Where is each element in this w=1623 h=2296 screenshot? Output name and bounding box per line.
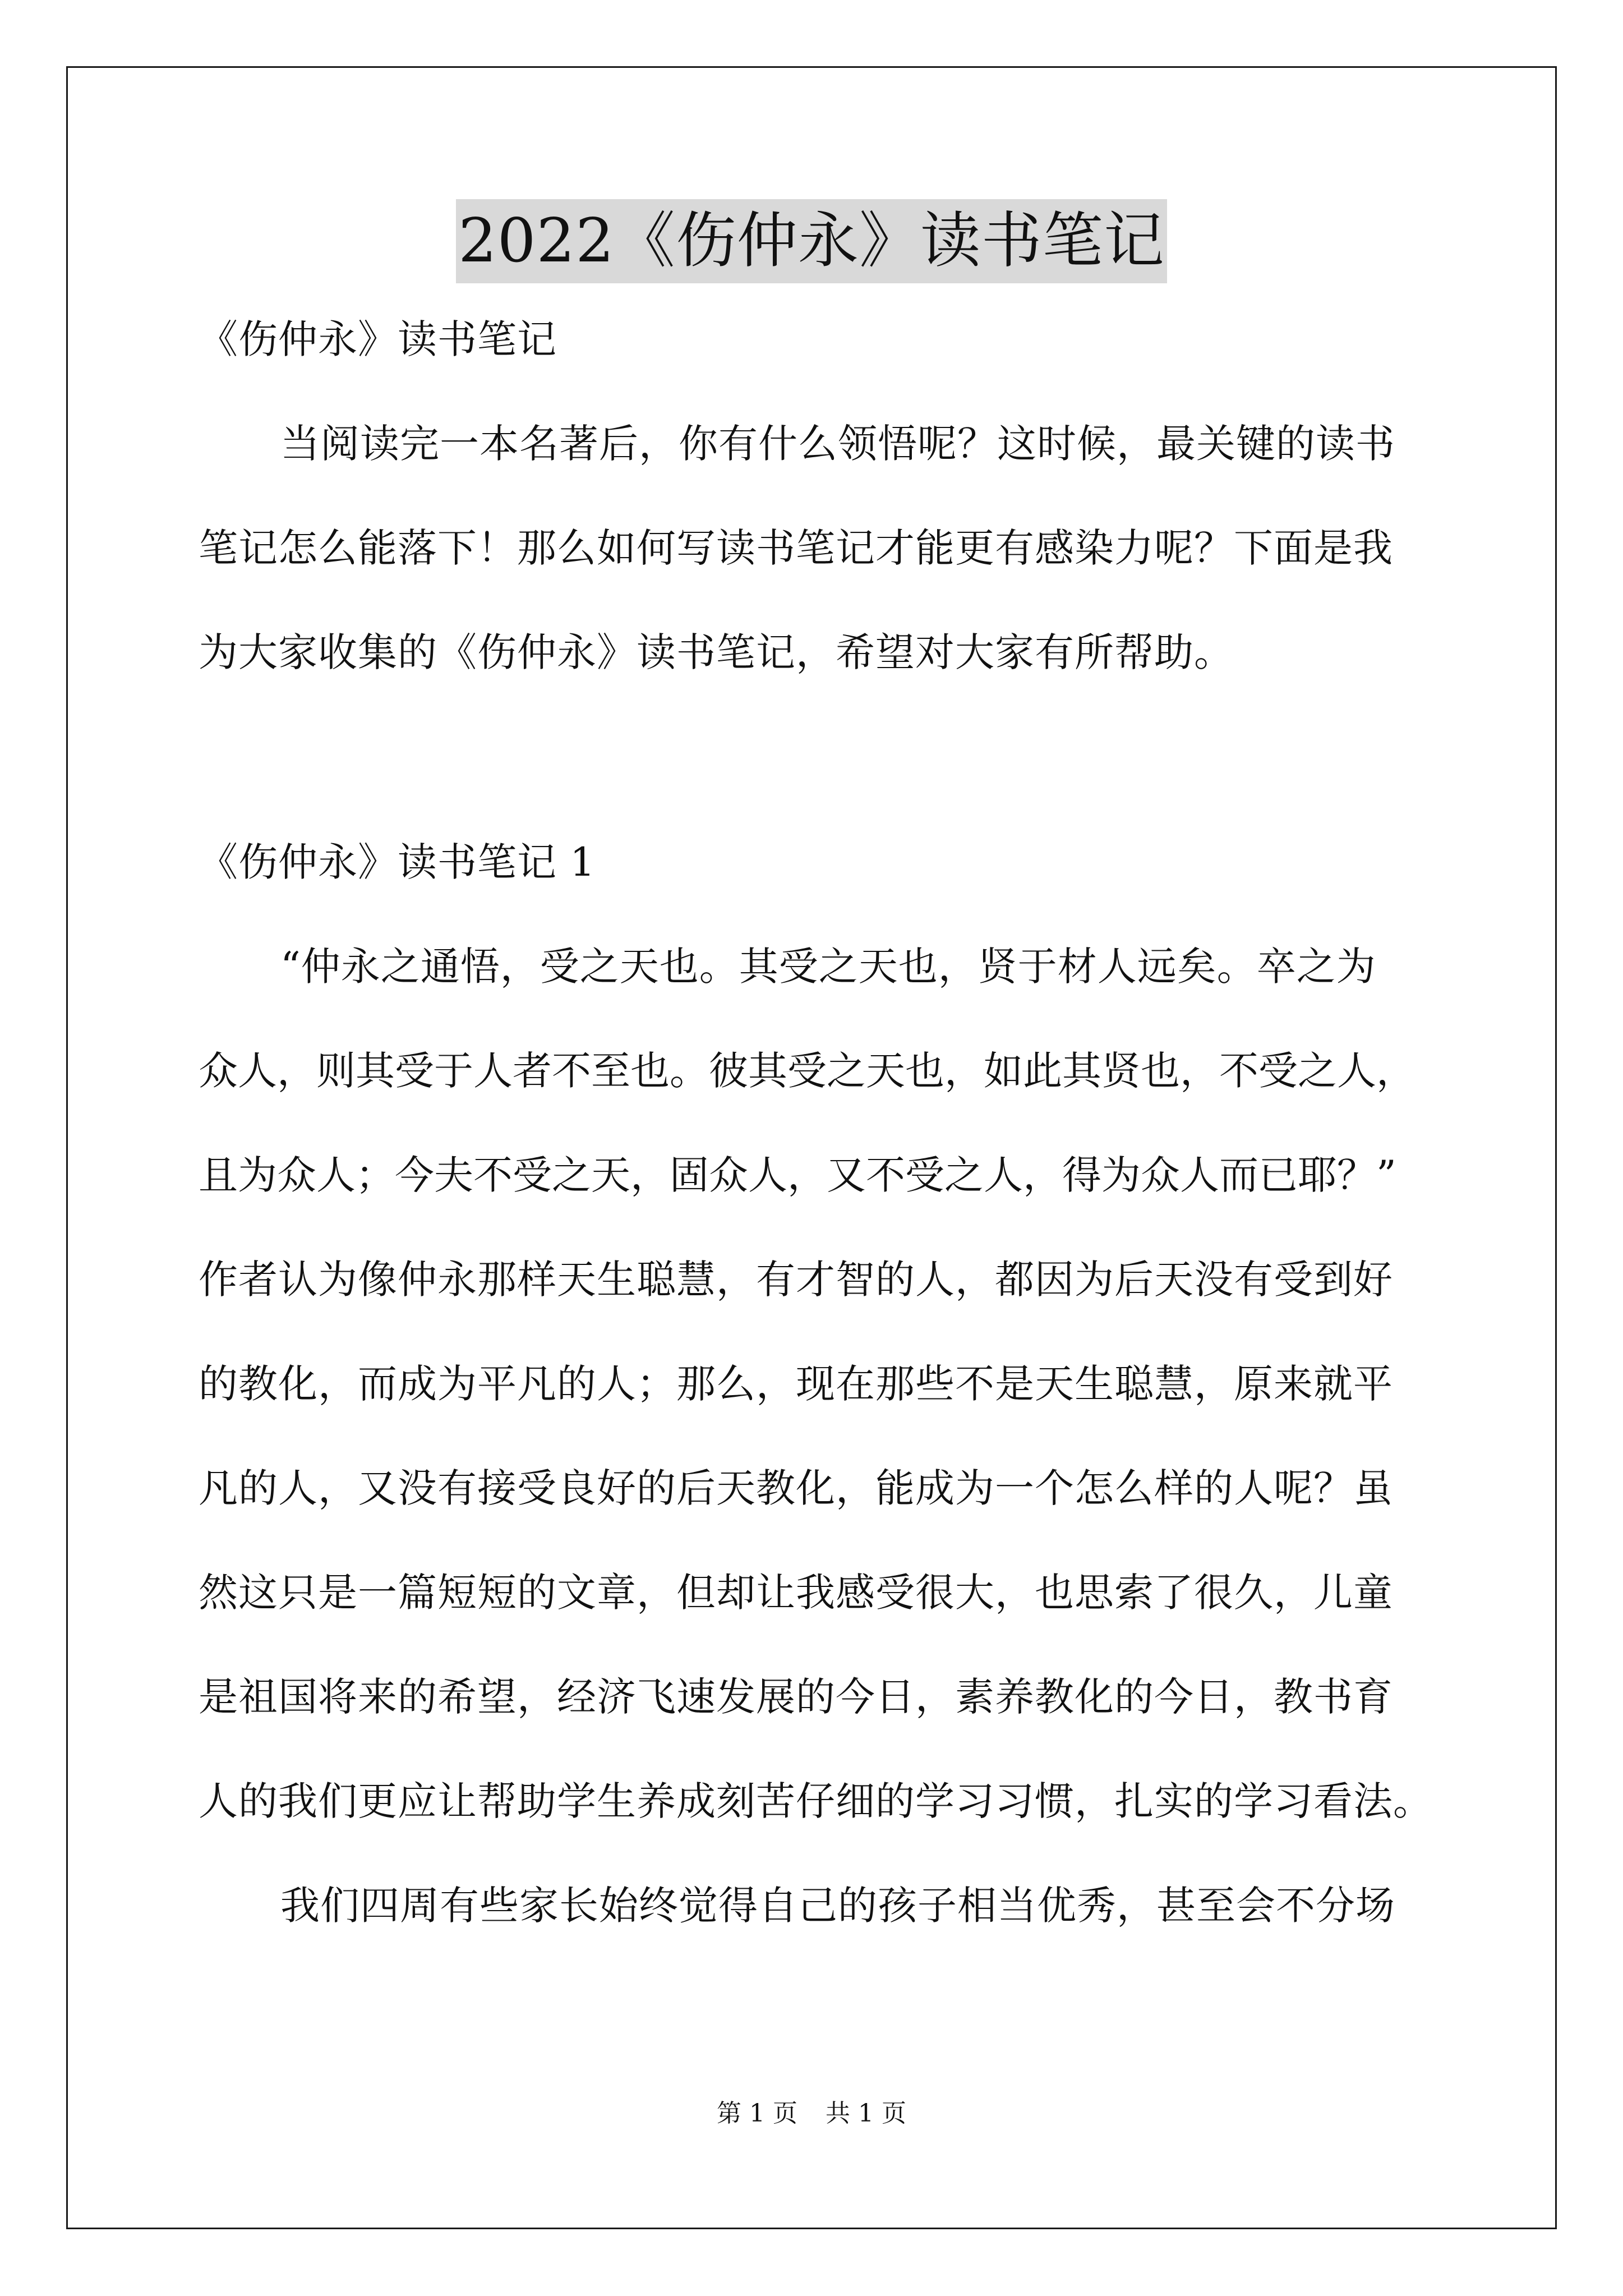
title-container <box>0 199 1623 283</box>
paragraph-line: 是祖国将来的希望，经济飞速发展的今日，素养教化的今日，教书育 <box>199 1674 1393 1720</box>
paragraph-line: 作者认为像仲永那样天生聪慧，有才智的人，都因为后天没有受到好 <box>199 1257 1393 1303</box>
section-heading: 《伤仲永》读书笔记 1 <box>199 839 596 885</box>
paragraph-line: 人的我们更应让帮助学生养成刻苦仔细的学习习惯，扎实的学习看法。 <box>199 1778 1433 1824</box>
paragraph-line: 众人，则其受于人者不至也。彼其受之天也，如此其贤也，不受之人， <box>199 1048 1415 1094</box>
paragraph-line: 且为众人；今夫不受之天，固众人，又不受之人，得为众人而已耶？” <box>199 1152 1396 1198</box>
paragraph-line: “仲永之通悟，受之天也。其受之天也，贤于材人远矣。卒之为 <box>280 944 1376 990</box>
paragraph-line: 笔记怎么能落下！那么如何写读书笔记才能更有感染力呢？下面是我 <box>199 525 1393 571</box>
paragraph-line: 凡的人，又没有接受良好的后天教化，能成为一个怎么样的人呢？虽 <box>199 1465 1393 1511</box>
paragraph-line: 然这只是一篇短短的文章，但却让我感受很大，也思索了很久，儿童 <box>199 1570 1393 1616</box>
page-footer <box>0 2097 1623 2131</box>
intro-heading: 《伤仲永》读书笔记 <box>199 316 557 362</box>
paragraph-line: 当阅读完一本名著后，你有什么领悟呢？这时候，最关键的读书 <box>280 421 1395 467</box>
document-title: 2022《伤仲永》读书笔记 <box>456 199 1167 283</box>
page-number-current: 第 1 页 <box>717 2099 797 2128</box>
document-body <box>199 313 1433 1984</box>
paragraph-line: 我们四周有些家长始终觉得自己的孩子相当优秀，甚至会不分场 <box>280 1883 1395 1929</box>
page-number-total: 共 1 页 <box>826 2099 906 2128</box>
paragraph-line: 为大家收集的《伤仲永》读书笔记，希望对大家有所帮助。 <box>199 629 1234 675</box>
paragraph-line: 的教化，而成为平凡的人；那么，现在那些不是天生聪慧，原来就平 <box>199 1361 1393 1407</box>
